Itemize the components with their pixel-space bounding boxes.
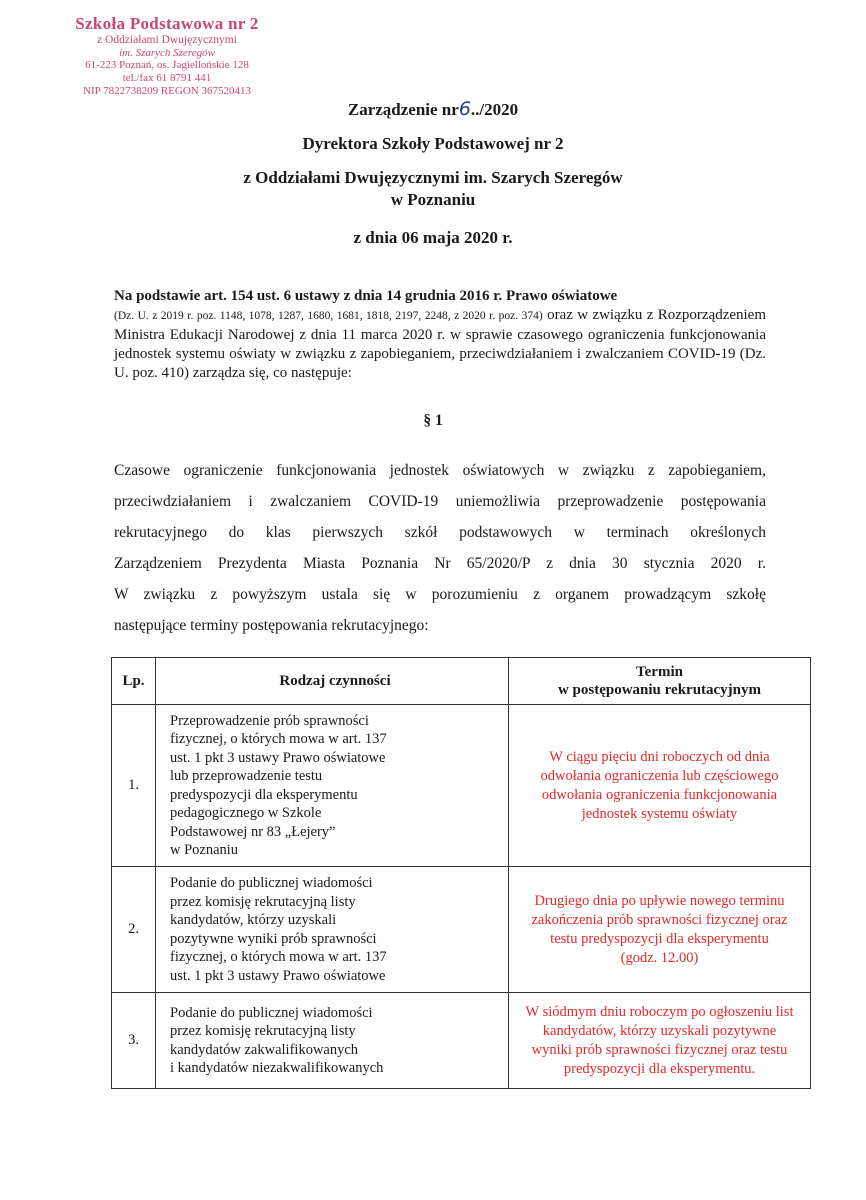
paragraph-line: następujące terminy postępowania rekrutacyjnego:	[114, 617, 429, 634]
row-activity: Podanie do publicznej wiadomości przez komisję rekrutacyjną listy kandydatów, którzy uzyskali pozytywne wyniki prób sprawności fizycznej, o których mowa w art. 137 ust. 1 pkt 3 ustawy Prawo oświatowe	[156, 867, 509, 993]
paragraph-line: Czasowe ograniczenie funkcjonowania jednostek oświatowych w związku z zapobieganiem,	[114, 462, 766, 479]
legal-basis-citation: (Dz. U. z 2019 r. poz. 1148, 1078, 1287, 1680, 1681, 1818, 2197, 2248, z 2020 r. poz. 374)	[114, 310, 543, 322]
table-header-row	[112, 658, 811, 705]
body-paragraph	[114, 455, 766, 641]
paragraph-line: Zarządzeniem Prezydenta Miasta Poznania Nr 65/2020/P z dnia 30 stycznia 2020 r.	[114, 555, 766, 572]
stamp-line1: z Oddziałami Dwujęzycznymi	[97, 33, 237, 46]
row-lp: 3.	[112, 993, 156, 1089]
title-line2: Dyrektora Szkoły Podstawowej nr 2	[302, 134, 564, 153]
section-heading: § 1	[423, 412, 443, 429]
row-activity: Przeprowadzenie prób sprawności fizycznej, o których mowa w art. 137 ust. 1 pkt 3 ustawy Prawo oświatowe lub przeprowadzenie testu predyspozycji dla eksperymentu pedagogicznego w Szkole Podstawowej nr 83 „Łejery” w Poznaniu	[156, 705, 509, 867]
row-lp: 2.	[112, 867, 156, 993]
title-suffix: ../2020	[470, 100, 519, 119]
stamp-ids: NIP 7822738209 REGON 367520413	[83, 84, 251, 97]
legal-basis	[114, 287, 766, 383]
row-lp: 1.	[112, 705, 156, 867]
document-date: z dnia 06 maja 2020 r.	[353, 228, 513, 247]
paragraph-line: rekrutacyjnego do klas pierwszych szkół podstawowych w terminach określonych	[114, 524, 766, 541]
row-term: W ciągu pięciu dni roboczych od dnia odwołania ograniczenia lub częściowego odwołania ograniczenia funkcjonowania jednostek systemu oświaty	[509, 705, 811, 867]
header-lp: Lp.	[112, 658, 156, 705]
table-row	[112, 705, 811, 867]
title-prefix: Zarządzenie nr	[347, 100, 459, 119]
schedule-table	[111, 657, 811, 1089]
table-row	[112, 993, 811, 1089]
title-line4: w Poznaniu	[390, 190, 476, 209]
stamp-address: 61-223 Poznań, os. Jagiellońskie 128	[85, 59, 249, 72]
row-term: Drugiego dnia po upływie nowego terminu zakończenia prób sprawności fizycznej oraz testu predyspozycji dla eksperymentu (godz. 12.00)	[509, 867, 811, 993]
paragraph-line: przeciwdziałaniem i zwalczaniem COVID-19 uniemożliwia przeprowadzenie postępowania	[114, 493, 766, 510]
stamp-phone: tel./fax 61 8791 441	[122, 72, 212, 85]
paragraph-line: W związku z powyższym ustala się w porozumieniu z organem prowadzącym szkołę	[114, 586, 766, 603]
legal-basis-text: oraz w związku z Rozporządzeniem Ministra Edukacji Narodowej z dnia 11 marca 2020 r. w sprawie czasowego ograniczenia funkcjonowania jednostek systemu oświaty w związku z zapobieganiem, przeciwdziałaniem i zwalczaniem COVID-19 (Dz. U. poz. 410) zarządza się, co następuje:	[114, 307, 767, 381]
row-activity: Podanie do publicznej wiadomości przez komisję rekrutacyjną listy kandydatów zakwalifikowanych i kandydatów niezakwalifikowanych	[156, 993, 509, 1089]
document-title	[0, 98, 866, 120]
header-activity: Rodzaj czynności	[156, 658, 509, 705]
title-number-handwritten: 6	[458, 98, 471, 120]
school-stamp	[52, 14, 282, 97]
stamp-patron: im. Szarych Szeregów	[119, 46, 215, 59]
table-row	[112, 867, 811, 993]
legal-basis-bold: Na podstawie art. 154 ust. 6 ustawy z dnia 14 grudnia 2016 r. Prawo oświatowe	[114, 288, 618, 304]
row-term: W siódmym dniu roboczym po ogłoszeniu list kandydatów, którzy uzyskali pozytywne wyniki prób sprawności fizycznej oraz testu predyspozycji dla eksperymentu.	[509, 993, 811, 1089]
stamp-school-name: Szkoła Podstawowa nr 2	[75, 14, 259, 33]
header-term: Termin w postępowaniu rekrutacyjnym	[509, 658, 811, 705]
title-line3: z Oddziałami Dwujęzycznymi im. Szarych Szeregów	[243, 168, 623, 187]
